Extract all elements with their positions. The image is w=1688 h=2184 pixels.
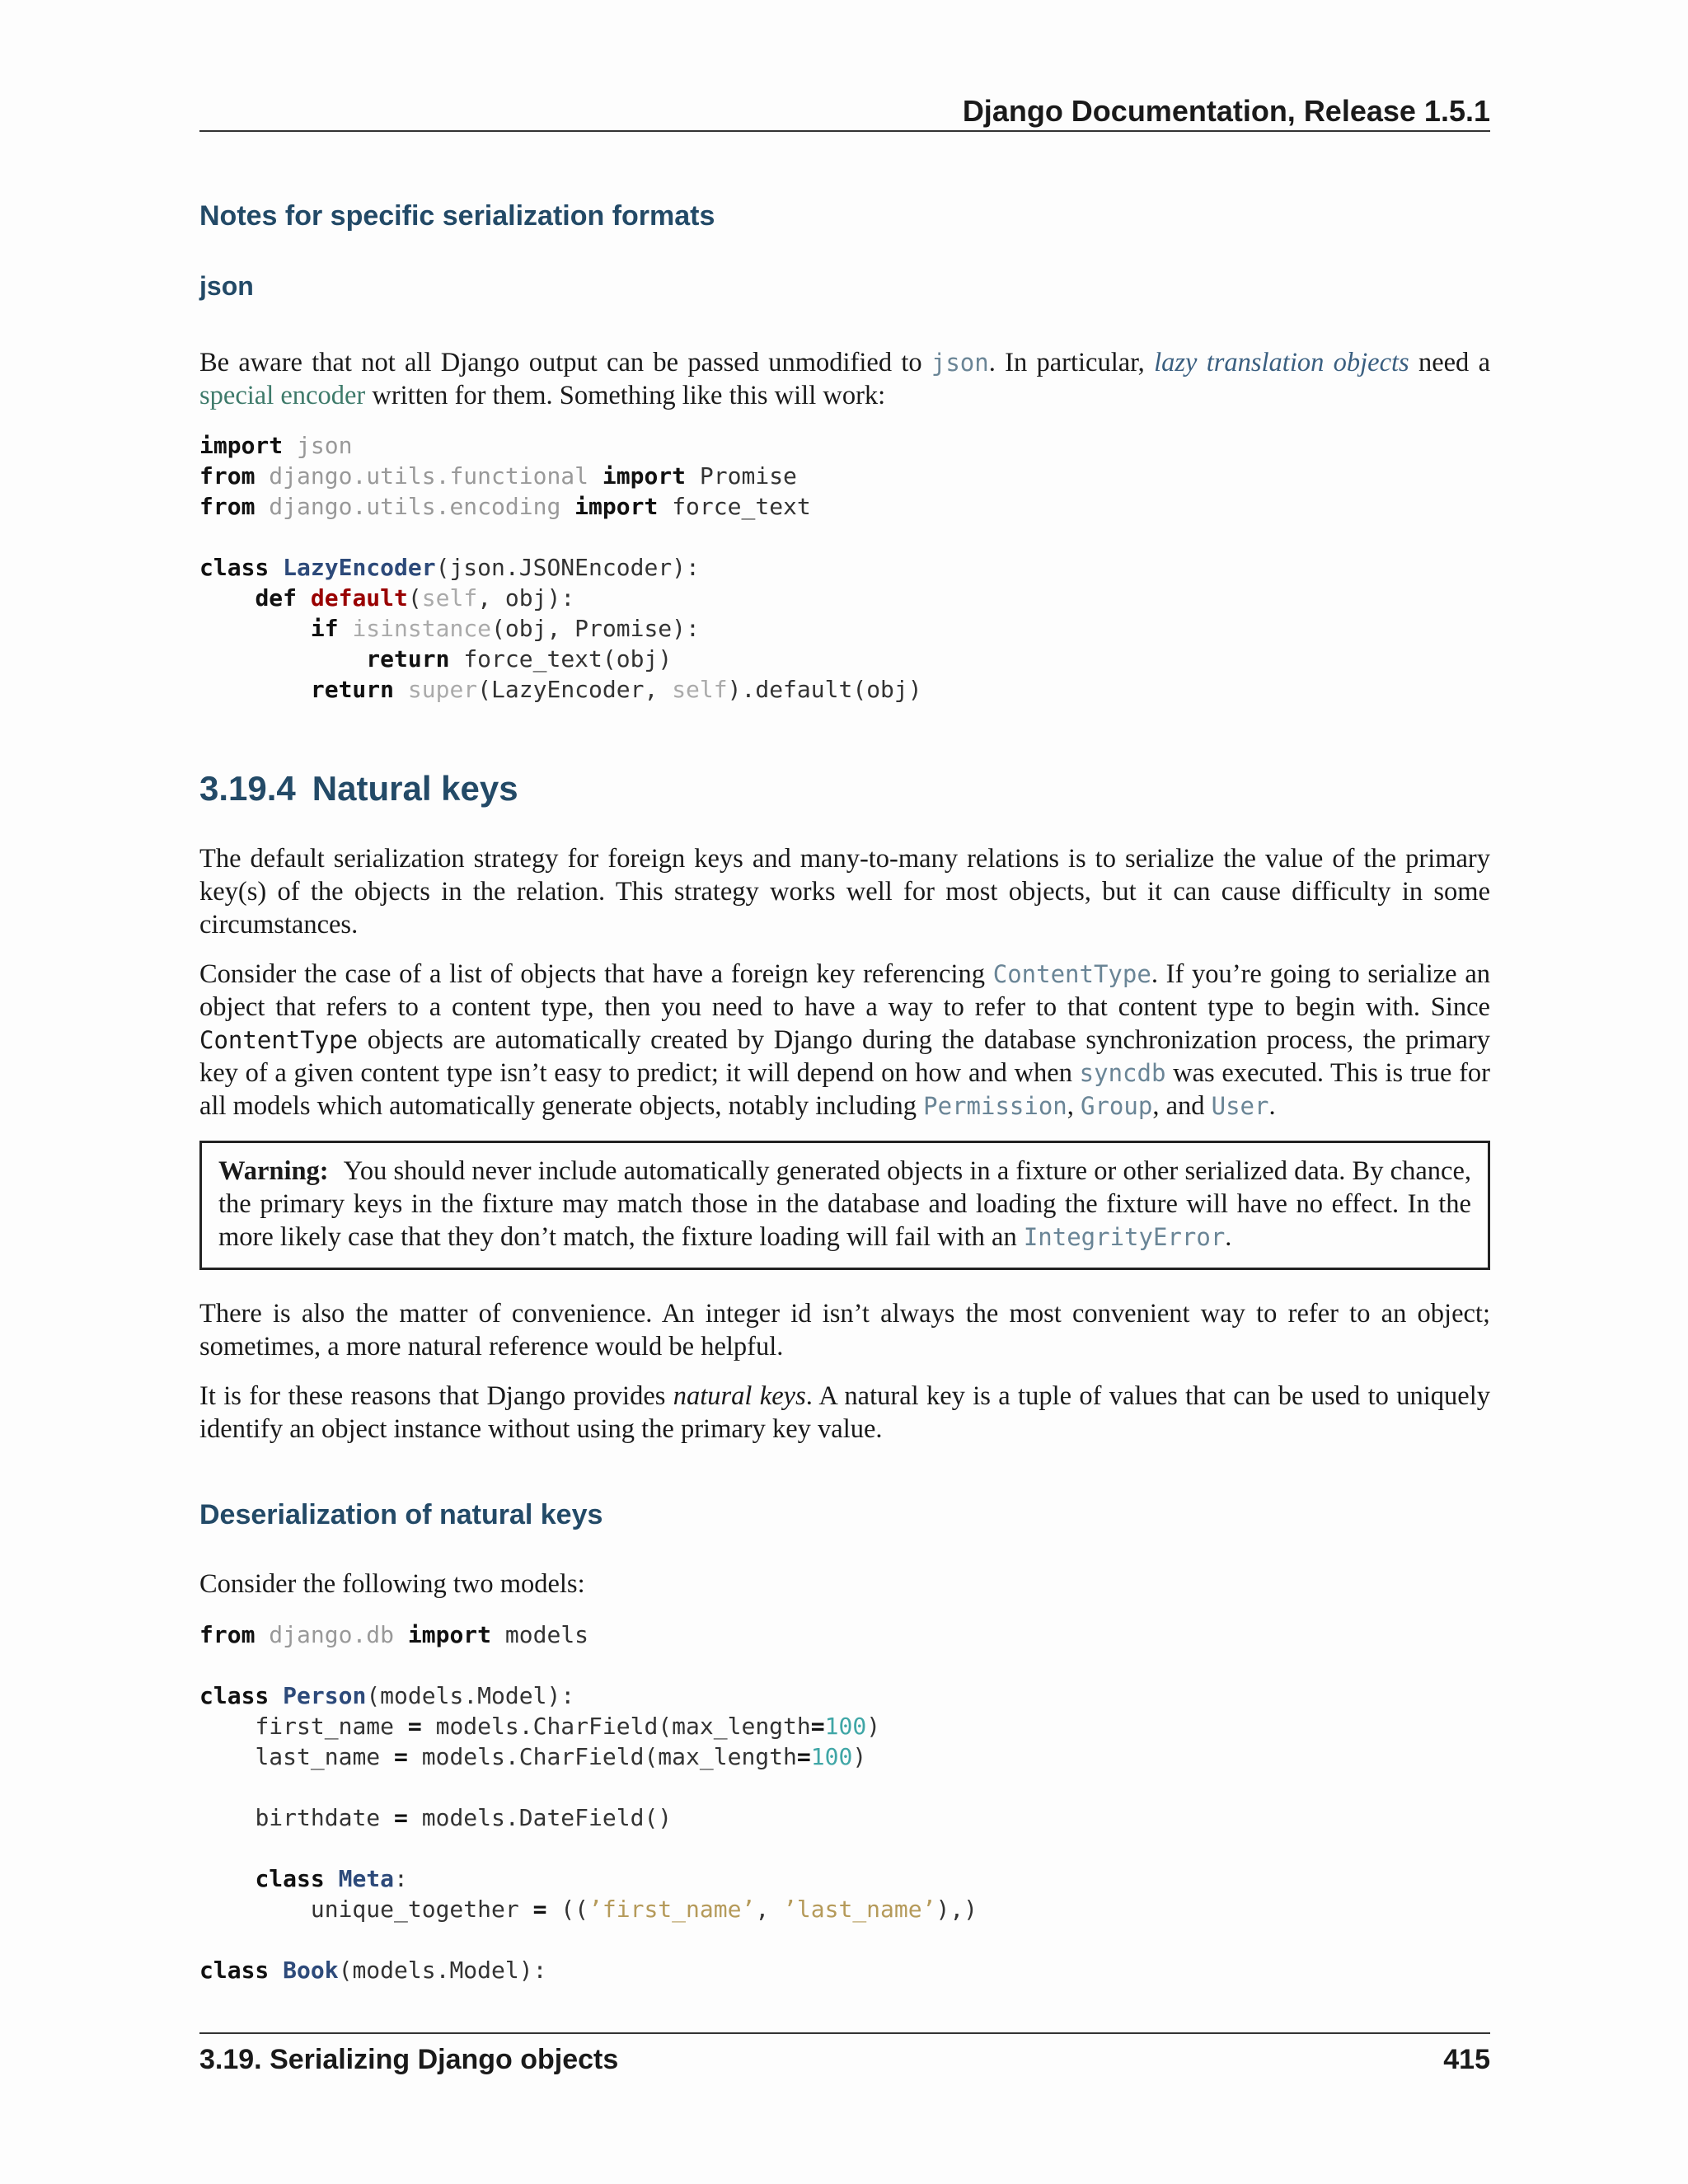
contenttype-link[interactable]: ContentType (992, 960, 1151, 988)
natural-keys-emphasis: natural keys (673, 1381, 806, 1411)
paragraph-convenience: There is also the matter of convenience. An integer id isn’t always the most convenient way to refer to an object; sometimes, a more natural reference would be helpful. (199, 1299, 1490, 1361)
integrityerror-link[interactable]: IntegrityError (1023, 1223, 1226, 1251)
json-paragraph: Be aware that not all Django output can be passed unmodified to json. In particular, lazy translation objects need a special encoder written for them. Something like this will work: (199, 348, 1490, 410)
permission-link[interactable]: Permission (923, 1092, 1067, 1120)
running-header: Django Documentation, Release 1.5.1 (199, 92, 1490, 132)
paragraph-two-models: Consider the following two models: (199, 1569, 585, 1599)
json-heading: json (199, 271, 254, 301)
footer-section-title: 3.19. Serializing Django objects (199, 2044, 619, 2075)
natural-keys-heading (199, 768, 518, 809)
paragraph-natural-keys: It is for these reasons that Django provides natural keys. A natural key is a tuple of values that can be used to uniquely identify an object instance without using the primary key value. (199, 1381, 1490, 1444)
paragraph-default-strategy: The default serialization strategy for foreign keys and many-to-many relations is to serialize the value of the primary key(s) of the objects in the relation. This strategy works well for most objects, but it can cause difficulty in some circumstances. (199, 844, 1490, 940)
json-link[interactable]: json (931, 349, 989, 377)
models-code-block: from django.db import models class Person(models.Model): first_name = models.CharField(max_length=100) last_name = models.CharField(max_length=100) birthdate = models.DateField() class Meta: unique_together = ((’first_name’, ’last_name’),) class Book(models.Model): (199, 1621, 978, 1984)
warning-label: Warning: (218, 1156, 329, 1186)
lazy-encoder-code-block: import json from django.utils.functional import Promise from django.utils.encoding import force_text class LazyEncoder(json.JSONEncoder): def default(self, obj): if isinstance(obj, Promise): return force_text(obj) return super(LazyEncoder, self).default(obj) (199, 432, 922, 703)
paragraph-contenttype: Consider the case of a list of objects that have a foreign key referencing ContentType. If you’re going to serialize an object that refers to a content type, then you need to have a way to refer to that content type to begin with. Since ContentType objects are automatically created by Django during the database synchronization process, the primary key of a given content type isn’t easy to predict; it will depend on how and when syncdb was executed. This is true for all models which automatically generate objects, notably including Permission, Group, and User. (199, 959, 1491, 1121)
running-footer (199, 2041, 1490, 2079)
contenttype-code: ContentType (199, 1026, 359, 1054)
warning-box: Warning: You should never include automatically generated objects in a fixture or other serialized data. By chance, the primary keys in the fixture may match those in the database and loading the fixture will have no effect. In the more likely case that they don’t match, the fixture loading will fail with an IntegrityError. (199, 1141, 1490, 1270)
page-number: 415 (1443, 2044, 1490, 2075)
notes-heading: Notes for specific serialization formats (199, 200, 715, 232)
group-link[interactable]: Group (1081, 1092, 1153, 1120)
special-encoder-link[interactable]: special encoder (199, 381, 366, 410)
syncdb-link[interactable]: syncdb (1079, 1059, 1166, 1087)
user-link[interactable]: User (1211, 1092, 1269, 1120)
section-number: 3.19.4 (199, 769, 296, 808)
deserialization-heading: Deserialization of natural keys (199, 1499, 603, 1530)
footer-rule (199, 2032, 1490, 2034)
section-title: Natural keys (312, 769, 518, 808)
lazy-translation-link[interactable]: lazy translation objects (1154, 348, 1409, 377)
